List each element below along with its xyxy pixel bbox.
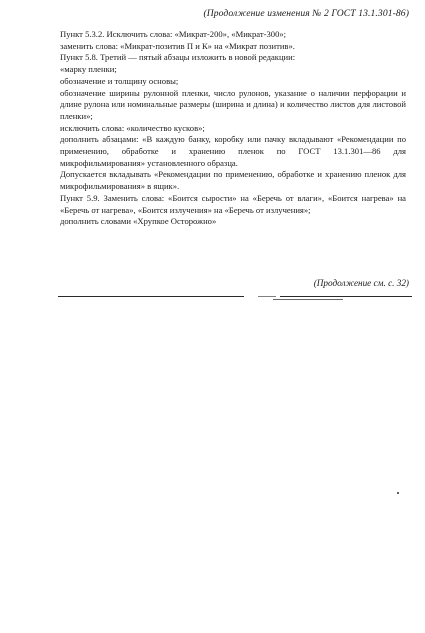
paragraph-add-recommendations: дополнить абзацами: «В каждую банку, коробку или пачку вкладывают «Рекомендации по применению, обработке и хранению пленок по ГОСТ 13.1.301—86 для микрофильмирования» установленного образца. bbox=[60, 134, 406, 168]
separator-line bbox=[58, 296, 244, 297]
paragraph-allowed-insert: Допускается вкладывать «Рекомендации по применению, обработке и хранению пленок для микрофильмирования» в ящик». bbox=[60, 169, 406, 192]
continuation-header: (Продолжение изменения № 2 ГОСТ 13.1.301-86) bbox=[203, 8, 409, 19]
paragraph-item-5-3-2: Пункт 5.3.2. Исключить слова: «Микрат-200», «Микрат-300»; bbox=[60, 29, 287, 39]
paragraph-roll-width: обозначение ширины рулонной пленки, число рулонов, указание о наличии перфорации и длине рулона или номинальные размеры (ширина и длина) и количество листов для листовой пленки»; bbox=[60, 87, 406, 121]
paragraph-exclude-words: исключить слова: «количество кусков»; bbox=[60, 122, 205, 133]
paragraph-replace-words: заменить слова: «Микрат-позитив П и К» на «Микрат позитив». bbox=[60, 40, 295, 51]
scan-speck bbox=[397, 492, 399, 494]
separator-line-fragment bbox=[258, 296, 276, 297]
paragraph-fragile: дополнить словами «Хрупкое Осторожно» bbox=[60, 216, 217, 227]
paragraph-film-mark: «марку пленки; bbox=[60, 64, 117, 75]
continued-note: (Продолжение см. с. 32) bbox=[313, 278, 409, 288]
document-body bbox=[60, 29, 406, 228]
separator-line-right bbox=[280, 296, 412, 297]
paragraph-base-designation: обозначение и толщину основы; bbox=[60, 75, 179, 86]
separator-line-faint bbox=[273, 299, 343, 300]
paragraph-item-5-8: Пункт 5.8. Третий — пятый абзацы изложить в новой редакции: bbox=[60, 52, 296, 63]
paragraph-item-5-9: Пункт 5.9. Заменить слова: «Боится сырости» на «Беречь от влаги», «Боится нагрева» на «Беречь от нагрева», «Боится излучения» на «Беречь от излучения»; bbox=[60, 192, 406, 215]
